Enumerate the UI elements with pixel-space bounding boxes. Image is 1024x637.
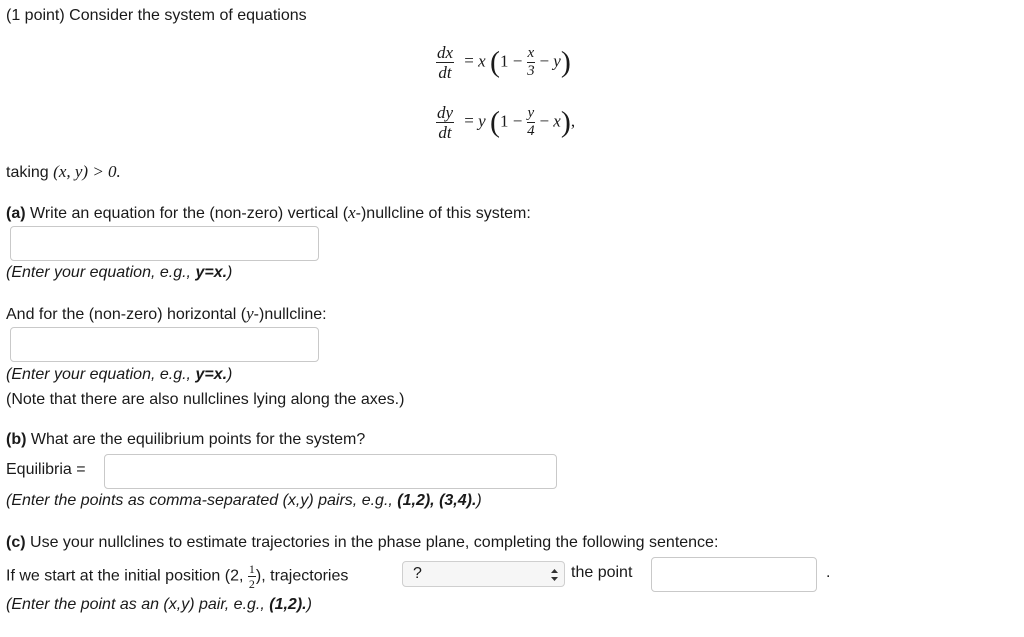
eq2-factor: y <box>478 111 486 131</box>
eq1-lhs: $\frac{dx}{dt}$ <box>437 43 454 82</box>
part-a-question: (a) Write an equation for the (non-zero) vertical (x-)nullcline of this system: <box>6 203 531 222</box>
eq2-equals: = <box>464 111 474 131</box>
one-half-fraction: $\frac{1}{2}$ <box>248 562 255 591</box>
eq1-factor: x <box>478 51 486 71</box>
eq2-tail: x <box>553 111 561 131</box>
eq1-equals: = <box>464 51 474 71</box>
taking-condition: (x, y) > 0. <box>53 162 121 181</box>
part-a-label: (a) <box>6 205 26 222</box>
trajectory-direction-select[interactable] <box>402 561 565 587</box>
problem-intro <box>6 6 307 26</box>
the-point-label: the point <box>571 564 633 581</box>
equation-dy-dt: $\frac{dy}{dt}$ = y (1 − $\frac{y}{4}$ − x), <box>437 103 576 142</box>
taking-line: taking (x, y) > 0. <box>6 162 121 181</box>
part-a-horizontal-question: And for the (non-zero) horizontal (y-)nullcline: <box>6 304 327 323</box>
equilibria-label: Equilibria = <box>6 461 86 478</box>
select-updown-icon <box>550 568 559 582</box>
vertical-nullcline-input[interactable] <box>10 226 319 261</box>
part-b-question: (b) What are the equilibrium points for the system? <box>6 431 366 448</box>
problem-intro-text: Consider the system of equations <box>69 7 307 24</box>
horizontal-nullcline-input[interactable] <box>10 327 319 362</box>
part-c-label: (c) <box>6 534 26 551</box>
part-a-hint-1: (Enter your equation, e.g., y=x.) <box>6 264 233 281</box>
eq2-one: 1 <box>499 111 509 131</box>
equilibria-input[interactable] <box>104 454 557 489</box>
part-c-hint: (Enter the point as an (x,y) pair, e.g., (1,2).) <box>6 596 312 613</box>
eq1-tail: y <box>553 51 561 71</box>
part-a-hint-2: (Enter your equation, e.g., y=x.) <box>6 366 233 383</box>
eq2-fraction: $\frac{y}{4}$ <box>527 105 535 139</box>
equation-dx-dt: $\frac{dx}{dt}$ = x (1 − $\frac{x}{3}$ − y) <box>437 43 571 82</box>
part-c-sentence: If we start at the initial position (2, $\frac{1}{2}$ ), trajectories <box>6 562 349 591</box>
eq2-lhs: $\frac{dy}{dt}$ <box>437 103 454 142</box>
sentence-period: . <box>826 564 831 581</box>
eq1-fraction: $\frac{x}{3}$ <box>527 45 535 79</box>
part-a-note: (Note that there are also nullclines lying along the axes.) <box>6 391 405 408</box>
target-point-input[interactable] <box>651 557 817 592</box>
part-b-hint: (Enter the points as comma-separated (x,y) pairs, e.g., (1,2), (3,4).) <box>6 492 482 509</box>
problem-points: (1 point) <box>6 7 65 24</box>
part-b-label: (b) <box>6 431 27 448</box>
part-c-question: (c) Use your nullclines to estimate trajectories in the phase plane, completing the following sentence: <box>6 534 719 551</box>
select-value: ? <box>413 565 422 582</box>
eq1-one: 1 <box>499 51 509 71</box>
